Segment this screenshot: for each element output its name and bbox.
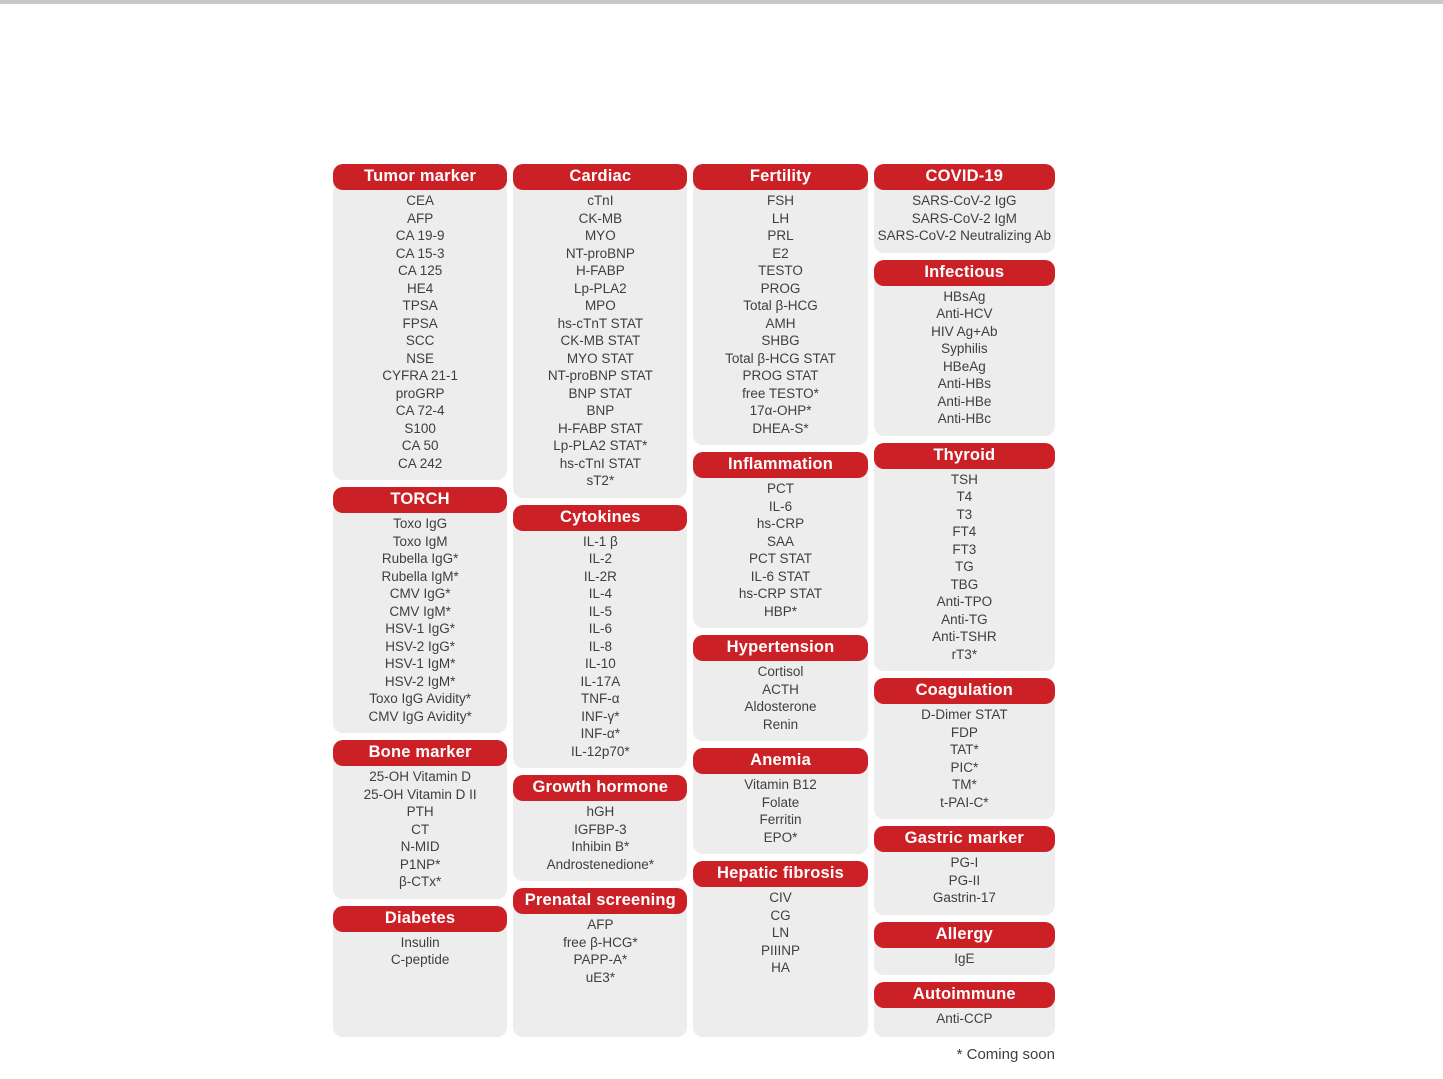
test-item: Total β-HCG STAT [725, 350, 836, 366]
section-card [693, 635, 867, 741]
test-item: T4 [956, 489, 973, 504]
section-card [874, 443, 1055, 672]
section-header: Prenatal screening [513, 888, 687, 914]
test-item: HSV-2 IgG* [385, 638, 455, 654]
test-item: PCT STAT [749, 551, 813, 566]
test-item: FSH [767, 193, 795, 208]
test-item: P1NP* [399, 856, 441, 872]
test-item: rT3* [951, 646, 978, 662]
test-item: 17α-OHP* [749, 403, 812, 418]
test-item: AMH [765, 315, 796, 331]
section-header: Tumor marker [333, 164, 507, 190]
test-item: PIIINP [761, 942, 801, 958]
section-body [513, 902, 687, 1037]
test-item: IL-2R [583, 568, 617, 584]
test-item: BNP STAT [568, 385, 633, 401]
test-item: PCT [767, 481, 795, 496]
test-item: E2 [772, 245, 789, 261]
test-item: hGH [586, 804, 615, 819]
test-item: IL-6 [768, 498, 793, 514]
section-header: Hepatic fibrosis [693, 861, 867, 887]
section-header: Hypertension [693, 635, 867, 661]
section-header: Cardiac [513, 164, 687, 190]
section-body [513, 789, 687, 881]
test-item: INF-γ* [581, 708, 620, 724]
section-body [693, 466, 867, 628]
test-item: Toxo IgG [393, 516, 448, 531]
test-item: N-MID [400, 839, 440, 854]
test-item: hs-cTnI STAT [559, 455, 641, 471]
section-card [874, 982, 1055, 1037]
test-item: IL-17A [580, 673, 621, 689]
section-header: TORCH [333, 487, 507, 513]
section-card [333, 740, 507, 899]
section-card [513, 775, 687, 881]
test-item: Anti-TG [941, 611, 988, 627]
section-body [693, 762, 867, 854]
test-item: proGRP [395, 385, 445, 401]
section-card [513, 505, 687, 769]
test-item: DHEA-S* [752, 420, 809, 436]
test-item: free TESTO* [742, 385, 819, 401]
section-header: Growth hormone [513, 775, 687, 801]
coming-soon-note: * Coming soon [956, 1046, 1055, 1063]
section-body [333, 920, 507, 1038]
test-item: IL-1 β [582, 533, 618, 549]
test-item: Androstenedione* [546, 856, 654, 872]
test-item: β-CTx* [398, 874, 442, 889]
test-item: TAT* [949, 742, 979, 757]
test-item: t-PAI-C* [940, 794, 989, 810]
test-item: CA 50 [401, 438, 439, 453]
test-item: CA 125 [397, 263, 443, 278]
test-item: CIV [769, 890, 792, 905]
section-header: COVID-19 [874, 164, 1055, 190]
test-item: IL-10 [584, 656, 616, 671]
section-header: Coagulation [874, 678, 1055, 704]
section-body [513, 178, 687, 498]
section-card [513, 888, 687, 1037]
test-item: MPO [584, 298, 616, 313]
test-item: Anti-TSHR [932, 629, 997, 644]
test-item: SHBG [761, 333, 800, 348]
test-item: CK-MB [578, 210, 623, 226]
section-body [874, 692, 1055, 819]
test-item: IL-5 [588, 603, 612, 619]
section-card [333, 906, 507, 1038]
test-item: CA 19-9 [395, 228, 445, 243]
test-item: NSE [406, 350, 434, 366]
test-item: H-FABP STAT [557, 420, 643, 436]
test-item: TSH [950, 471, 978, 487]
test-item: CMV IgM* [389, 603, 451, 619]
test-item: Total β-HCG [743, 298, 818, 313]
test-item: PRL [767, 228, 794, 243]
test-item: Anti-TPO [936, 594, 993, 609]
test-item: CK-MB STAT [560, 333, 641, 348]
test-item: FPSA [402, 315, 438, 331]
test-item: Anti-HCV [936, 306, 993, 321]
test-item: IGFBP-3 [574, 821, 627, 837]
section-body [693, 875, 867, 1037]
test-item: HA [771, 960, 790, 975]
test-item: Rubella IgG* [381, 551, 459, 566]
section-card [693, 861, 867, 1037]
test-item: Ferritin [759, 812, 802, 827]
test-item: IgE [954, 950, 975, 966]
test-item: T3 [956, 506, 973, 522]
test-item: Folate [761, 794, 800, 810]
test-item: C-peptide [390, 952, 450, 967]
section-header: Bone marker [333, 740, 507, 766]
test-item: TBG [950, 576, 979, 592]
test-item: MYO STAT [566, 350, 634, 366]
test-item: PIC* [950, 759, 979, 775]
test-item: SARS-CoV-2 IgG [912, 193, 1017, 208]
test-item: ACTH [762, 681, 799, 697]
section-header: Inflammation [693, 452, 867, 478]
test-item: Anti-HBc [937, 411, 991, 426]
test-item: FT3 [952, 541, 977, 557]
test-item: IL-4 [588, 586, 612, 601]
test-item: CYFRA 21-1 [382, 368, 458, 383]
section-card [693, 164, 867, 445]
section-header: Allergy [874, 922, 1055, 948]
test-item: PTH [406, 804, 434, 819]
section-body [693, 178, 867, 445]
test-item: hs-cTnT STAT [557, 315, 644, 331]
test-item: CMV IgG Avidity* [368, 708, 472, 724]
test-item: Anti-HBs [937, 376, 991, 391]
test-item: SARS-CoV-2 IgM [911, 210, 1017, 226]
test-item: Gastrin-17 [932, 890, 996, 905]
test-item: hs-CRP STAT [738, 586, 823, 601]
test-item: CT [411, 821, 430, 837]
test-item: PG-II [948, 872, 981, 888]
test-item: NT-proBNP [565, 245, 635, 261]
section-card [693, 452, 867, 628]
section-header: Fertility [693, 164, 867, 190]
test-item: cTnI [587, 193, 614, 208]
test-item: EPO* [763, 829, 798, 845]
test-item: hs-CRP [756, 516, 805, 531]
section-body [874, 274, 1055, 436]
test-item: HE4 [406, 280, 434, 296]
test-item: Renin [762, 716, 799, 732]
section-body [333, 178, 507, 480]
test-item: AFP [406, 210, 434, 226]
test-item: 25-OH Vitamin D [369, 769, 471, 784]
test-item: INF-α* [580, 726, 620, 741]
test-item: PG-I [950, 855, 979, 870]
test-item: PROG [760, 280, 801, 296]
test-item: MYO [584, 228, 616, 243]
section-card [333, 487, 507, 733]
section-card [874, 164, 1055, 253]
test-item: TESTO [758, 263, 803, 278]
test-item: HIV Ag+Ab [931, 323, 998, 339]
test-item: TM* [951, 777, 977, 792]
section-card [874, 922, 1055, 976]
test-item: IL-8 [588, 638, 612, 654]
test-item: CA 15-3 [395, 245, 445, 261]
section-card [513, 164, 687, 498]
section-header: Thyroid [874, 443, 1055, 469]
test-item: HBsAg [943, 288, 986, 304]
top-divider [0, 0, 1443, 4]
test-item: Rubella IgM* [381, 568, 459, 584]
section-card [333, 164, 507, 480]
test-item: HSV-1 IgM* [384, 656, 456, 671]
test-item: Toxo IgG Avidity* [369, 691, 472, 706]
test-item: S100 [404, 420, 436, 436]
test-item: PAPP-A* [573, 952, 628, 967]
test-item: LN [771, 925, 790, 940]
section-header: Gastric marker [874, 826, 1055, 852]
menu-column-4 [874, 164, 1055, 1037]
test-item: HBeAg [942, 358, 986, 374]
section-card [874, 678, 1055, 819]
test-item: 25-OH Vitamin D II [363, 786, 477, 802]
section-header: Cytokines [513, 505, 687, 531]
test-item: SAA [767, 533, 795, 549]
test-item: Lp-PLA2 [574, 280, 627, 296]
test-item: Anti-HBe [937, 393, 992, 409]
test-item: FT4 [952, 524, 977, 539]
section-card [693, 748, 867, 854]
menu-column-3 [693, 164, 867, 1037]
test-item: Cortisol [757, 664, 804, 679]
test-item: IL-2 [588, 551, 612, 566]
test-item: SCC [405, 333, 435, 348]
test-item: Inhibin B* [571, 839, 630, 854]
test-item: CA 242 [397, 455, 443, 471]
section-body [513, 519, 687, 769]
section-card [874, 260, 1055, 436]
test-item: IL-12p70* [571, 743, 630, 759]
test-item: NT-proBNP STAT [547, 368, 653, 383]
test-item: Insulin [400, 934, 440, 950]
test-item: BNP [586, 403, 615, 418]
section-header: Infectious [874, 260, 1055, 286]
test-item: free β-HCG* [563, 934, 638, 950]
test-item: Aldosterone [744, 699, 817, 714]
test-item: CMV IgG* [389, 586, 451, 601]
section-header: Autoimmune [874, 982, 1055, 1008]
section-body [333, 754, 507, 899]
test-item: Vitamin B12 [744, 777, 817, 792]
test-item: H-FABP [575, 263, 625, 278]
section-header: Diabetes [333, 906, 507, 932]
test-item: TPSA [402, 298, 438, 313]
test-item: Toxo IgM [392, 533, 448, 549]
test-item: Syphilis [941, 341, 988, 356]
test-item: TG [954, 559, 974, 574]
test-item: LH [771, 210, 790, 226]
test-item: TNF-α [581, 691, 620, 706]
section-body [693, 649, 867, 741]
test-item: CG [770, 907, 791, 923]
test-item: HBP* [764, 603, 798, 619]
test-item: D-Dimer STAT [921, 707, 1008, 722]
section-body [874, 457, 1055, 672]
test-menu-grid [333, 164, 1055, 1037]
menu-column-2 [513, 164, 687, 1037]
test-item: sT2* [586, 473, 615, 488]
test-item: AFP [587, 917, 614, 932]
test-item: CA 72-4 [395, 403, 445, 418]
section-card [874, 826, 1055, 915]
test-item: FDP [950, 724, 978, 740]
test-item: CEA [406, 193, 434, 208]
section-header: Anemia [693, 748, 867, 774]
test-item: HSV-1 IgG* [385, 621, 455, 636]
test-item: IL-6 [588, 621, 612, 636]
test-item: SARS-CoV-2 Neutralizing Ab [877, 228, 1051, 243]
test-item: uE3* [585, 969, 615, 985]
test-item: HSV-2 IgM* [384, 673, 456, 689]
section-body [333, 501, 507, 733]
test-item: IL-6 STAT [750, 568, 811, 584]
test-item: PROG STAT [742, 368, 819, 383]
test-item: Lp-PLA2 STAT* [553, 438, 648, 453]
menu-column-1 [333, 164, 507, 1037]
test-item: Anti-CCP [936, 1011, 993, 1026]
